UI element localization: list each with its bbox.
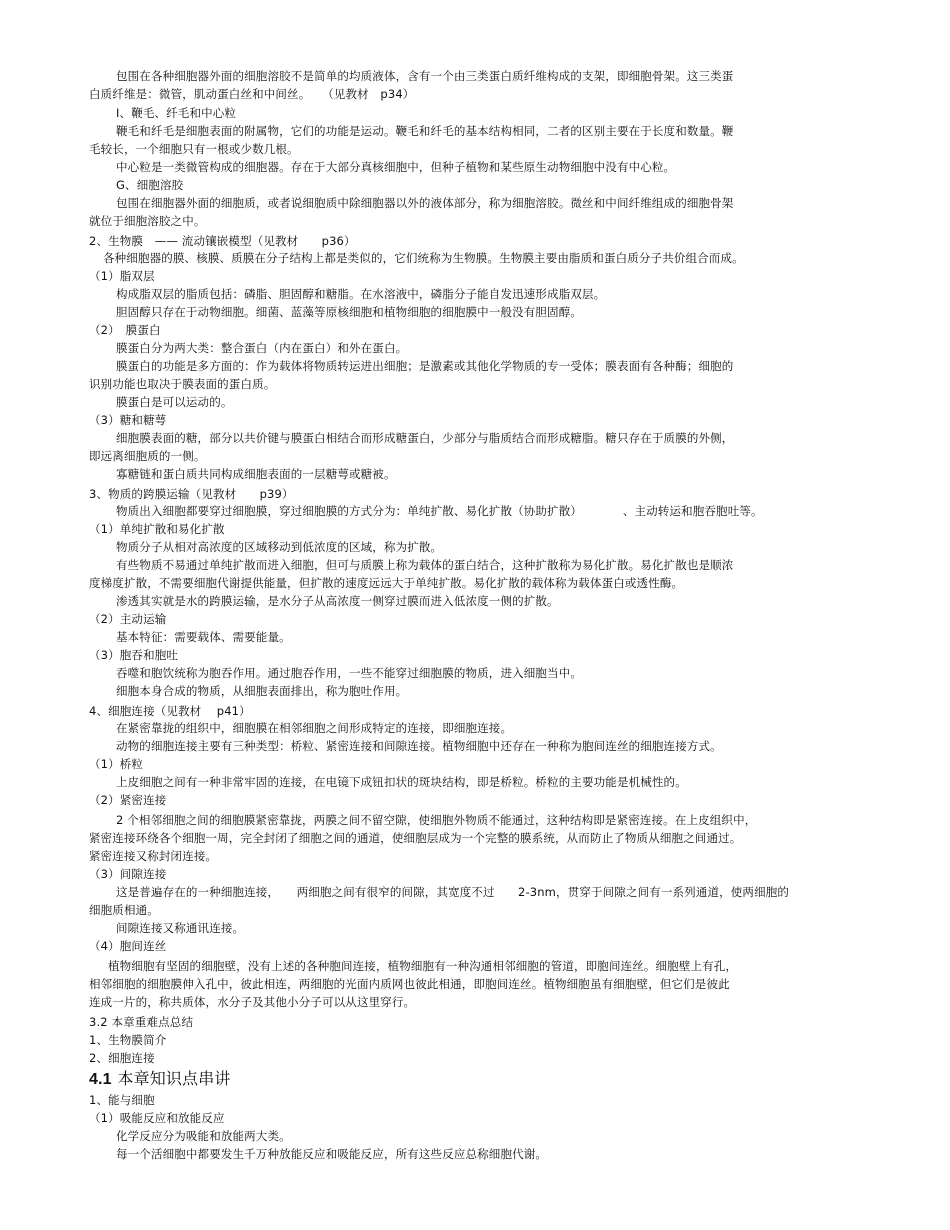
subsection-heading: （1）脂双层 bbox=[89, 269, 155, 283]
text-line: 度梯度扩散，不需要细胞代谢提供能量，但扩散的速度远远大于单纯扩散。易化扩散的载体称为载体蛋白或透性酶。 bbox=[89, 576, 684, 590]
text-line: 膜蛋白的功能是多方面的：作为载体将物质转运进出细胞；是激素或其他化学物质的专一受体；膜表面有各种酶；细胞的 bbox=[116, 359, 734, 373]
text-line: 就位于细胞溶胶之中。 bbox=[89, 214, 206, 228]
text-line: 膜蛋白是可以运动的。 bbox=[116, 395, 233, 409]
text-line: 鞭毛和纤毛是细胞表面的附属物，它们的功能是运动。鞭毛和纤毛的基本结构相同，二者的区别主要在于长度和数量。鞭 bbox=[116, 124, 734, 138]
section-heading: 3、物质的跨膜运输（见教材 p39） bbox=[89, 487, 294, 501]
text-line: 有些物质不易通过单纯扩散而进入细胞，但可与质膜上称为载体的蛋白结合，这种扩散称为易化扩散。易化扩散也是顺浓 bbox=[116, 558, 734, 572]
chapter-number: 4.1 bbox=[89, 1071, 112, 1088]
text-line: 连成一片的，称共质体，水分子及其他小分子可以从这里穿行。 bbox=[89, 995, 416, 1009]
text-line: 化学反应分为吸能和放能两大类。 bbox=[116, 1129, 291, 1143]
subsection-heading: （2）主动运输 bbox=[89, 612, 167, 626]
subsection-heading: （1）单纯扩散和易化扩散 bbox=[89, 522, 225, 536]
text-line: 构成脂双层的脂质包括：磷脂、胆固醇和糖脂。在水溶液中，磷脂分子能自发迅速形成脂双层。 bbox=[116, 287, 606, 301]
text-line: 1、生物膜简介 bbox=[89, 1033, 167, 1047]
text-line: 毛较长，一个细胞只有一根或少数几根。 bbox=[89, 142, 299, 156]
text-line: 细胞本身合成的物质，从细胞表面排出，称为胞吐作用。 bbox=[116, 684, 408, 698]
text-line: 植物细胞有坚固的细胞壁，没有上述的各种胞间连接，植物细胞有一种沟通相邻细胞的管道，即胞间连丝。细胞壁上有孔， bbox=[108, 959, 738, 973]
text-line: 在紧密靠拢的组织中，细胞膜在相邻细胞之间形成特定的连接，即细胞连接。 bbox=[116, 721, 513, 735]
section-heading: 4、细胞连接（见教材 p41） bbox=[89, 704, 251, 718]
text-line: 每一个活细胞中都要发生千万种放能反应和吸能反应，所有这些反应总称细胞代谢。 bbox=[116, 1147, 548, 1161]
text-line: 紧密连接环绕各个细胞一周，完全封闭了细胞之间的通道，使细胞层成为一个完整的膜系统，从而防止了物质从细胞之间通过。 bbox=[89, 831, 742, 845]
text-line: 寡糖链和蛋白质共同构成细胞表面的一层糖萼或糖被。 bbox=[116, 467, 396, 481]
text-line: 包围在细胞器外面的细胞质，或者说细胞质中除细胞器以外的液体部分，称为细胞溶胶。微丝和中间纤维组成的细胞骨架 bbox=[116, 196, 734, 210]
text-line: 细胞膜表面的糖，部分以共价键与膜蛋白相结合而形成糖蛋白，少部分与脂质结合而形成糖脂。糖只存在于质膜的外侧， bbox=[116, 431, 734, 445]
subsection-heading: （3）间隙连接 bbox=[89, 867, 167, 881]
text-line: 物质分子从相对高浓度的区域移动到低浓度的区域，称为扩散。 bbox=[116, 540, 443, 554]
text-line: 识别功能也取决于膜表面的蛋白质。 bbox=[89, 377, 276, 391]
text-line: 吞噬和胞饮统称为胞吞作用。通过胞吞作用，一些不能穿过细胞膜的物质，进入细胞当中。 bbox=[116, 666, 582, 680]
chapter-title: 本章知识点串讲 bbox=[117, 1069, 231, 1088]
text-line: 基本特征：需要载体、需要能量。 bbox=[116, 630, 291, 644]
text-line: 物质出入细胞都要穿过细胞膜，穿过细胞膜的方式分为：单纯扩散、易化扩散（协助扩散） 、主动转运和胞吞胞吐等。 bbox=[116, 504, 763, 518]
section-heading: 2、生物膜 —— 流动镶嵌模型（见教材 p36） bbox=[89, 234, 356, 248]
text-line: I、鞭毛、纤毛和中心粒 bbox=[116, 106, 237, 120]
section-heading: 3.2 本章重难点总结 bbox=[89, 1015, 194, 1029]
text-line: 胆固醇只存在于动物细胞。细菌、蓝藻等原核细胞和植物细胞的细胞膜中一般没有胆固醇。 bbox=[116, 305, 582, 319]
text-line: 2、细胞连接 bbox=[89, 1051, 155, 1065]
text-line: 动物的细胞连接主要有三种类型：桥粒、紧密连接和间隙连接。植物细胞中还存在一种称为胞间连丝的细胞连接方式。 bbox=[116, 739, 722, 753]
subsection-heading: （3）胞吞和胞吐 bbox=[89, 648, 179, 662]
text-line: 细胞质相通。 bbox=[89, 903, 159, 917]
text-line: 各种细胞器的膜、核膜、质膜在分子结构上都是类似的，它们统称为生物膜。生物膜主要由脂质和蛋白质分子共价组合而成。 bbox=[103, 251, 744, 265]
text-line: 渗透其实就是水的跨膜运输，是水分子从高浓度一侧穿过膜而进入低浓度一侧的扩散。 bbox=[116, 594, 559, 608]
subsection-heading: （2） 膜蛋白 bbox=[89, 323, 161, 337]
text-line: 紧密连接又称封闭连接。 bbox=[89, 849, 218, 863]
chapter-heading bbox=[89, 1070, 231, 1089]
subsection-heading: （3）糖和糖萼 bbox=[89, 413, 167, 427]
subsection-heading: （1）吸能反应和放能反应 bbox=[89, 1111, 225, 1125]
section-heading: 1、能与细胞 bbox=[89, 1093, 155, 1107]
subsection-heading: （2）紧密连接 bbox=[89, 793, 167, 807]
text-line: 2 个相邻细胞之间的细胞膜紧密靠拢，两膜之间不留空隙，使细胞外物质不能通过，这种结构即是紧密连接。在上皮组织中， bbox=[116, 813, 757, 827]
text-line: 即远离细胞质的一侧。 bbox=[89, 449, 206, 463]
text-line: 膜蛋白分为两大类：整合蛋白（内在蛋白）和外在蛋白。 bbox=[116, 341, 408, 355]
subsection-heading: （1）桥粒 bbox=[89, 757, 144, 771]
text-line: 相邻细胞的细胞膜伸入孔中，彼此相连，两细胞的光面内质网也彼此相通，即胞间连丝。植物细胞虽有细胞壁，但它们是彼此 bbox=[89, 977, 730, 991]
text-line: 上皮细胞之间有一种非常牢固的连接，在电镜下成钮扣状的斑块结构，即是桥粒。桥粒的主要功能是机械性的。 bbox=[116, 775, 687, 789]
text-line: 白质纤维是：微管，肌动蛋白丝和中间丝。 （见教材 p34） bbox=[89, 87, 415, 101]
text-line: 间隙连接又称通讯连接。 bbox=[116, 921, 245, 935]
text-line: 包围在各种细胞器外面的细胞溶胶不是简单的均质液体，含有一个由三类蛋白质纤维构成的支架，即细胞骨架。这三类蛋 bbox=[116, 69, 734, 83]
text-line: 这是普遍存在的一种细胞连接， 两细胞之间有很窄的间隙，其宽度不过 2-3nm，贯穿于间隙之间有一系列通道，使两细胞的 bbox=[116, 885, 790, 899]
text-line: G、细胞溶胶 bbox=[116, 178, 184, 192]
subsection-heading: （4）胞间连丝 bbox=[89, 939, 167, 953]
text-line: 中心粒是一类微管构成的细胞器。存在于大部分真核细胞中，但种子植物和某些原生动物细胞中没有中心粒。 bbox=[116, 160, 676, 174]
